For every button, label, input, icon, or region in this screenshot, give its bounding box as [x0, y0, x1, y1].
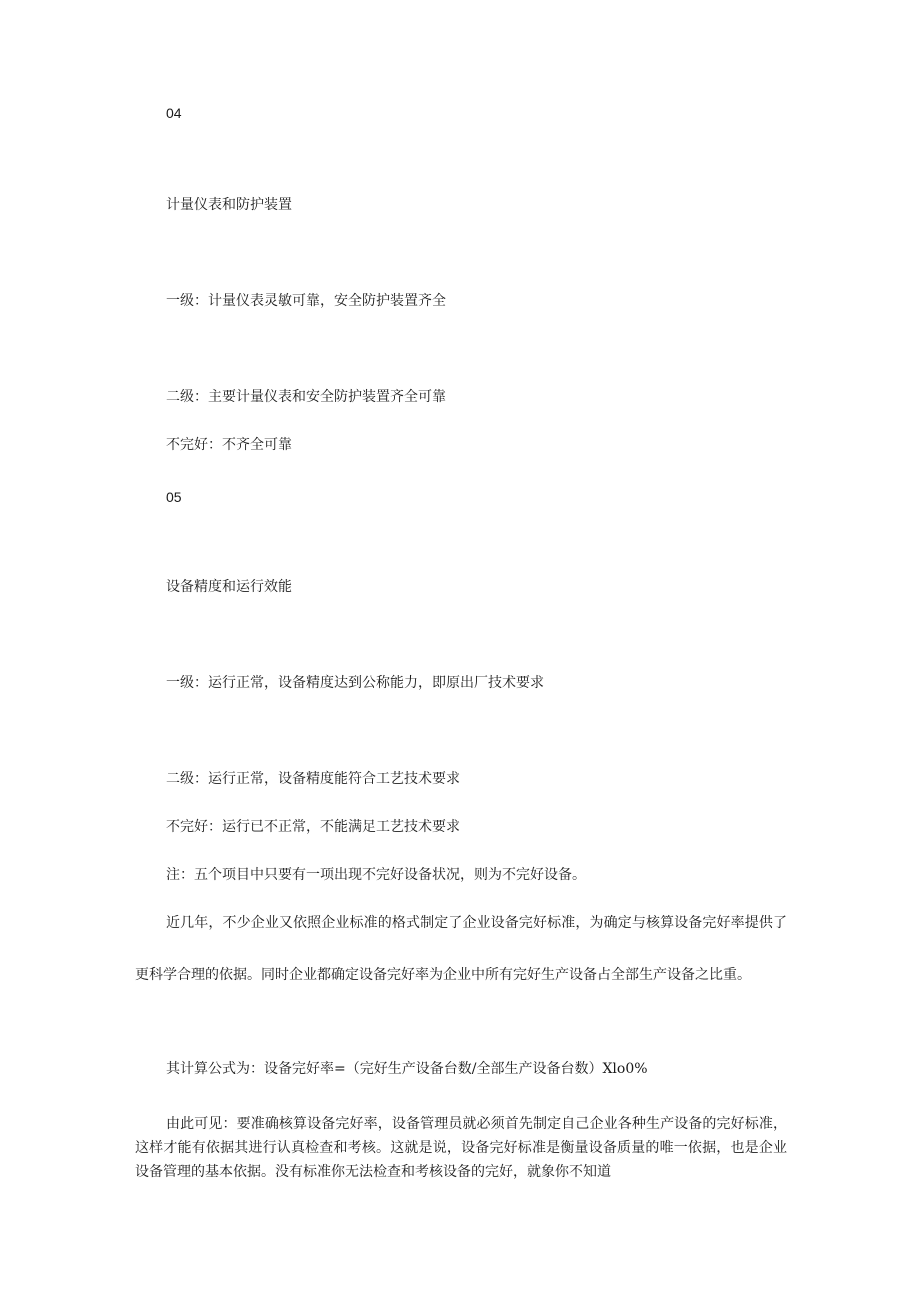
section-05-title: 设备精度和运行效能 — [166, 579, 292, 595]
section-04-level1: 一级：计量仪表灵敏可靠，安全防护装置齐全 — [166, 293, 446, 309]
section-04-level2: 二级：主要计量仪表和安全防护装置齐全可靠 — [166, 389, 446, 405]
paragraph-conclusion: 由此可见：要准确核算设备完好率，设备管理员就必须首先制定自己企业各种生产设备的完好标准，这样才能有依据其进行认真检查和考核。这就是说，设备完好标准是衡量设备质量的唯一依据，也是企业设备管理的基本依据。没有标准你无法检查和考核设备的完好，就象你不知道 — [135, 1116, 787, 1180]
section-04-incomplete: 不完好：不齐全可靠 — [166, 437, 292, 453]
formula: 其计算公式为：设备完好率=（完好生产设备台数/全部生产设备台数）Xlo0% — [166, 1061, 648, 1077]
paragraph-intro: 近几年，不少企业又依照企业标准的格式制定了企业设备完好标准，为确定与核算设备完好率提供了更科学合理的依据。同时企业都确定设备完好率为企业中所有完好生产设备占全部生产设备之比重。 — [135, 915, 787, 983]
section-05-incomplete: 不完好：运行已不正常，不能满足工艺技术要求 — [166, 819, 460, 835]
note: 注：五个项目中只要有一项出现不完好设备状况，则为不完好设备。 — [166, 867, 586, 883]
section-04-title: 计量仪表和防护装置 — [166, 197, 292, 213]
section-04-number: 04 — [166, 105, 182, 121]
section-05-level1: 一级：运行正常，设备精度达到公称能力，即原出厂技术要求 — [166, 675, 544, 691]
section-05-number: 05 — [166, 489, 182, 505]
section-05-level2: 二级：运行正常，设备精度能符合工艺技术要求 — [166, 771, 460, 787]
